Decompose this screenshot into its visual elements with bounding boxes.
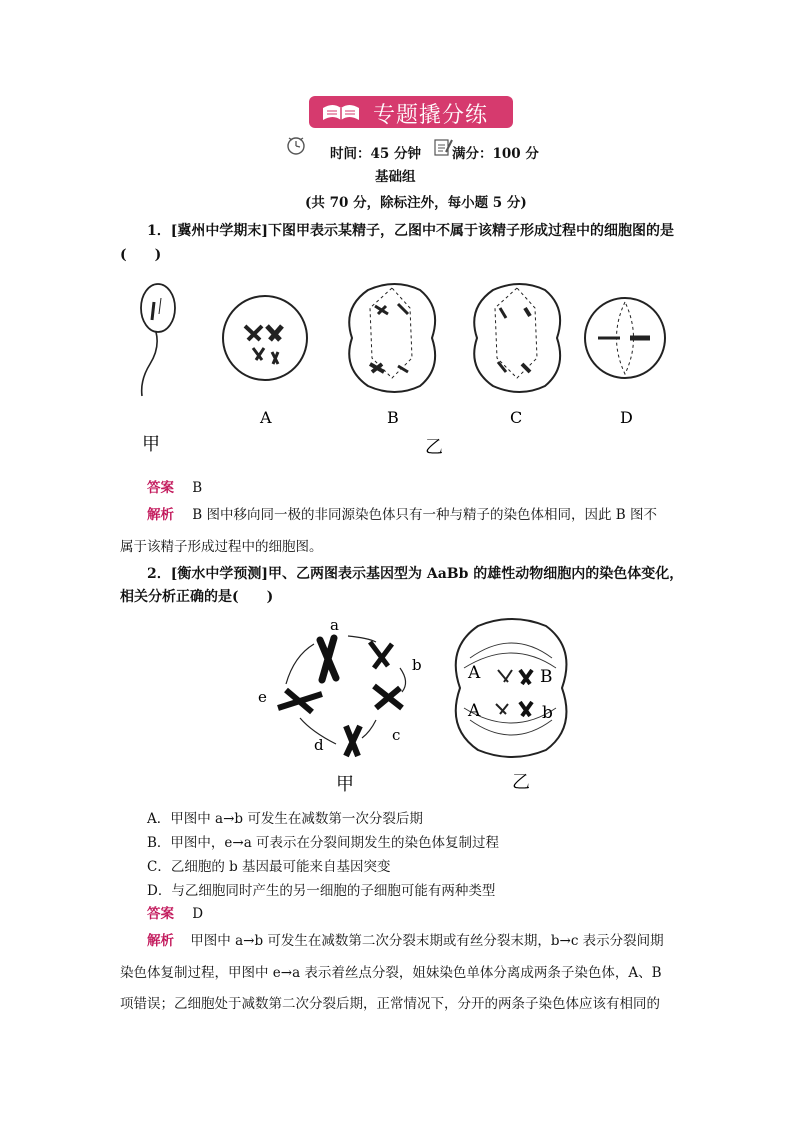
q2-analysis-line3: 项错误；乙细胞处于减数第二次分裂后期，正常情况下，分开的两条子染色体应该有相同的 bbox=[120, 996, 660, 1012]
fig2-label-b: b bbox=[412, 656, 422, 674]
time-label: 时间：45 分钟 bbox=[330, 146, 421, 162]
fig2-label-A-upper: A bbox=[468, 663, 481, 683]
group-title: 基础组 bbox=[375, 169, 416, 185]
q1-figure bbox=[120, 268, 680, 468]
pencil-paper-icon bbox=[432, 136, 454, 158]
fig2-label-c: c bbox=[392, 726, 401, 744]
fig2-label-yi: 乙 bbox=[512, 772, 530, 793]
q1-analysis-line2: 属于该精子形成过程中的细胞图。 bbox=[120, 539, 323, 555]
fig1-label-jia: 甲 bbox=[142, 434, 160, 455]
sperm-cell-diagram bbox=[141, 284, 175, 396]
q2-option-a: A．甲图中 a→b 可发生在减数第一次分裂后期 bbox=[147, 811, 423, 827]
book-icon bbox=[319, 100, 363, 124]
fig1-label-yi: 乙 bbox=[425, 437, 443, 458]
q2-answer-label: 答案 bbox=[147, 906, 174, 922]
fig1-label-d: D bbox=[620, 408, 633, 427]
cell-b-diagram bbox=[349, 284, 435, 392]
q1-answer: B bbox=[192, 480, 203, 496]
cell-c-diagram bbox=[474, 284, 560, 392]
group-note: (共 70 分，除标注外，每小题 5 分) bbox=[305, 195, 527, 211]
fig2-label-d: d bbox=[314, 736, 324, 754]
fig1-label-b: B bbox=[387, 408, 399, 427]
fig2-label-B-upper: B bbox=[540, 667, 553, 687]
fig2-label-e: e bbox=[258, 688, 267, 706]
cell-a-diagram bbox=[223, 296, 307, 380]
q1-analysis-label: 解析 bbox=[147, 507, 174, 523]
q1-analysis-line1: B 图中移向同一极的非同源染色体只有一种与精子的染色体相同，因此 B 图不 bbox=[192, 507, 658, 523]
q2-answer: D bbox=[192, 906, 204, 922]
q2-analysis-label: 解析 bbox=[147, 933, 174, 949]
q1-stem-line1: 1．[冀州中学期末]下图甲表示某精子，乙图中不属于该精子形成过程中的细胞图的是 bbox=[147, 223, 674, 239]
q2-option-c: C．乙细胞的 b 基因最可能来自基因突变 bbox=[147, 859, 391, 875]
fig1-label-a: A bbox=[260, 408, 272, 427]
fig1-label-c: C bbox=[510, 408, 523, 427]
q2-stem-line1: 2．[衡水中学预测]甲、乙两图表示基因型为 AaBb 的雄性动物细胞内的染色体变化， bbox=[147, 566, 684, 582]
q2-option-d: D．与乙细胞同时产生的另一细胞的子细胞可能有两种类型 bbox=[147, 883, 496, 899]
q2-figure bbox=[250, 608, 570, 798]
q2-analysis-line1: 甲图中 a→b 可发生在减数第二次分裂末期或有丝分裂末期，b→c 表示分裂间期 bbox=[190, 933, 664, 949]
cell-d-diagram bbox=[585, 298, 665, 378]
q2-analysis-line2: 染色体复制过程，甲图中 e→a 表示着丝点分裂，姐妹染色单体分离成两条子染色体，A、B bbox=[120, 965, 662, 981]
fig2-label-A-lower: A bbox=[468, 701, 481, 721]
chromosome-cycle-diagram bbox=[278, 636, 406, 756]
fig2-label-b-lower: b bbox=[542, 703, 553, 723]
q2-stem-line2: 相关分析正确的是( ) bbox=[120, 589, 274, 605]
score-label: 满分：100 分 bbox=[452, 146, 539, 162]
cell-yi-diagram bbox=[456, 619, 567, 757]
banner-title: 专题撬分练 bbox=[373, 103, 489, 128]
fig2-label-a: a bbox=[330, 616, 339, 634]
q2-option-b: B．甲图中，e→a 可表示在分裂间期发生的染色体复制过程 bbox=[147, 835, 500, 851]
q1-stem-line2: ( ) bbox=[120, 247, 162, 263]
fig2-label-jia: 甲 bbox=[336, 774, 354, 795]
q1-answer-label: 答案 bbox=[147, 480, 174, 496]
clock-icon bbox=[285, 134, 307, 156]
section-banner bbox=[309, 96, 513, 128]
